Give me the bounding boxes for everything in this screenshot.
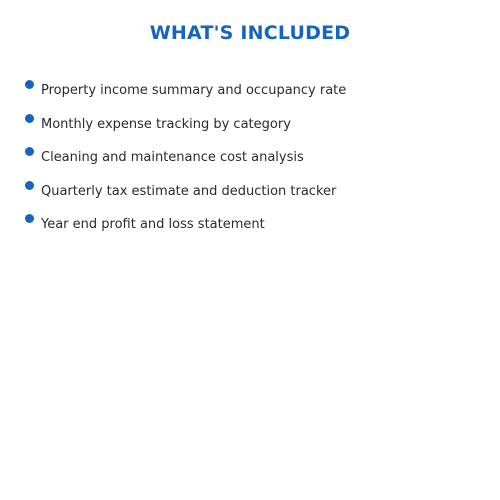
list-item-label: Cleaning and maintenance cost analysis — [41, 150, 304, 165]
list-item-label: Quarterly tax estimate and deduction tracker — [41, 183, 337, 199]
list-item — [23, 111, 291, 145]
list-item-label: Year end profit and loss statement — [41, 217, 265, 232]
included-list — [23, 77, 347, 245]
list-item — [23, 178, 337, 212]
section-title: WHAT'S INCLUDED — [149, 22, 351, 44]
bullet-dot-icon — [25, 114, 34, 123]
list-item-label: Property income summary and occupancy rate — [41, 83, 347, 98]
list-item — [23, 211, 265, 245]
list-item — [23, 77, 347, 111]
bullet-dot-icon — [25, 214, 34, 223]
bullet-dot-icon — [25, 80, 34, 89]
list-item-label: Monthly expense tracking by category — [41, 116, 291, 132]
list-item — [23, 144, 304, 178]
bullet-dot-icon — [25, 181, 34, 190]
bullet-dot-icon — [25, 147, 34, 156]
